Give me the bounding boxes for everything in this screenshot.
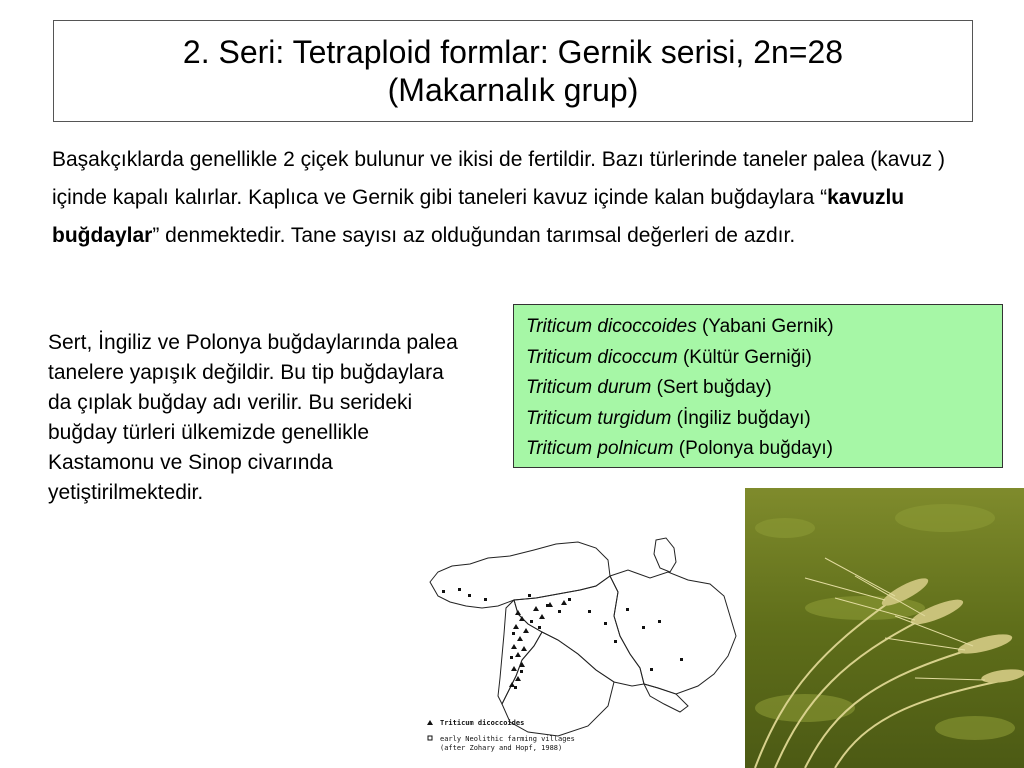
map-outline-caspian — [654, 538, 676, 572]
species-item — [526, 312, 990, 343]
map-outline-turkey — [430, 542, 610, 608]
species-common: (Kültür Gerniği) — [682, 346, 812, 368]
map-outline-levant — [498, 600, 542, 704]
legend-label-2b: (after Zohary and Hopf, 1988) — [440, 744, 563, 752]
species-item — [526, 373, 990, 404]
species-latin: Triticum dicoccoides — [526, 316, 697, 337]
intro-text-before: Başakçıklarda genellikle 2 çiçek bulunur ve ikisi de fertildir. Bazı türlerinde taneler palea (kavuz ) içinde kapalı kalırlar. Kaplıca ve Gernik gibi taneleri kavuz içinde kalan buğdaylara “ — [52, 148, 945, 209]
distribution-map — [418, 536, 748, 768]
species-latin: Triticum dicoccum — [526, 346, 678, 368]
title-box — [53, 20, 973, 122]
slide-title-line2: (Makarnalık grup) — [387, 72, 639, 108]
map-outline-syria-iraq — [514, 576, 644, 686]
map-outline-iran — [610, 570, 736, 694]
wheat-photo — [745, 488, 1024, 768]
legend-triangle-icon — [427, 720, 433, 725]
species-list-box — [513, 304, 1003, 468]
legend-label-2a: early Neolithic farming villages — [440, 735, 575, 743]
naked-wheat-paragraph: Sert, İngiliz ve Polonya buğdaylarında palea tanelere yapışık değildir. Bu tip buğdaylara da çıplak buğday adı verilir. Bu serideki buğday türleri ülkemizde genellikle Kastamonu ve Sinop civarında yetiştirilmektedir. — [48, 331, 458, 504]
species-item — [526, 434, 990, 465]
species-common: (Polonya buğdayı) — [678, 438, 833, 459]
slide-title-line1: 2. Seri: Tetraploid formlar: Gernik serisi, 2n=28 — [182, 34, 844, 70]
species-latin: Triticum turgidum — [526, 407, 672, 429]
legend-label-1: Triticum dicoccoides — [440, 719, 525, 727]
species-latin: Triticum polnicum — [526, 438, 674, 459]
species-common: (İngiliz buğdayı) — [676, 407, 811, 429]
intro-bold-term: kavuzlu buğdaylar — [52, 186, 905, 247]
species-common: (Yabani Gernik) — [701, 316, 834, 337]
map-outline-gulf — [644, 684, 688, 712]
species-item — [526, 404, 990, 435]
legend-square-icon — [428, 736, 432, 740]
intro-paragraph — [52, 141, 982, 255]
intro-text-after: ” denmektedir. Tane sayısı az olduğundan tarımsal değerleri de azdır. — [152, 224, 796, 247]
species-common: (Sert buğday) — [656, 377, 772, 398]
species-latin: Triticum durum — [526, 377, 652, 398]
species-item — [526, 343, 990, 374]
